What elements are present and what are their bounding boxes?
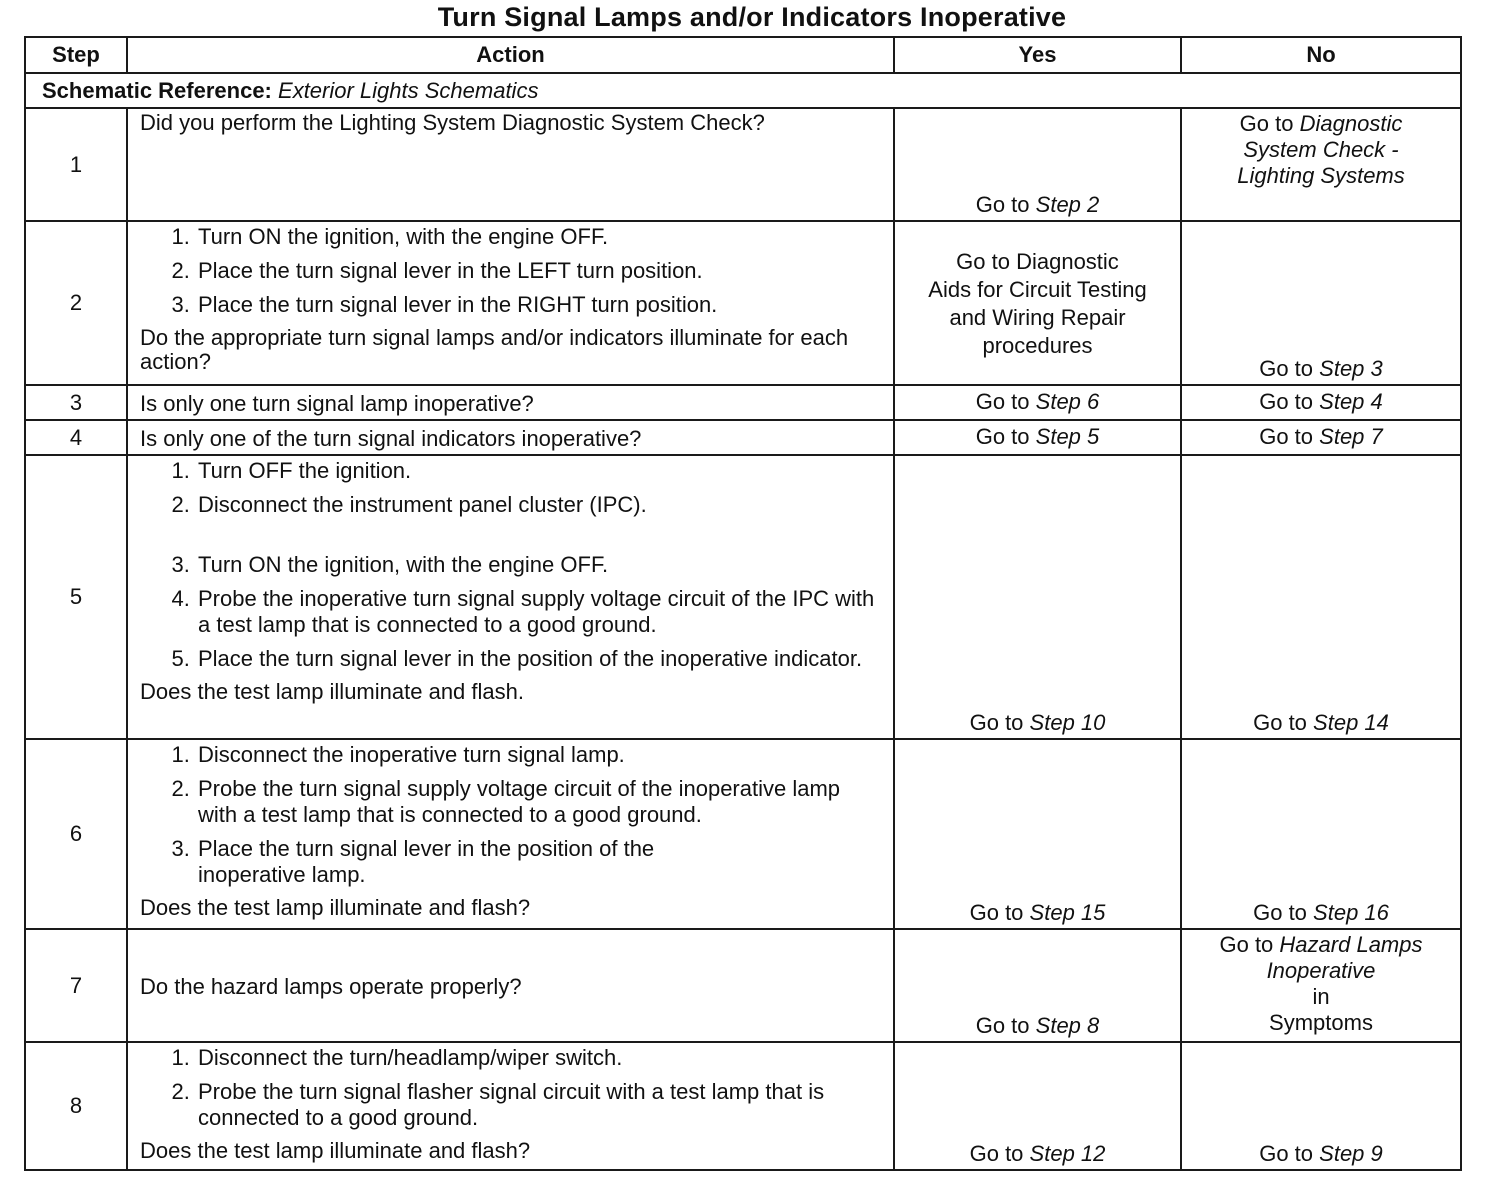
goto-text: Go to: [969, 710, 1024, 735]
action-step: 2. Place the turn signal lever in the LEFT turn position.: [196, 258, 881, 284]
goto-text: Go to: [975, 192, 1030, 217]
question: Does the test lamp illuminate and flash?: [140, 1138, 531, 1163]
action-step: 1. Disconnect the turn/headlamp/wiper switch.: [196, 1045, 881, 1071]
header-row: [25, 37, 1461, 73]
action-list: [140, 224, 881, 318]
step-number: 4: [25, 420, 127, 455]
action-cell: [127, 385, 894, 420]
no-link[interactable]: Step 7: [1319, 423, 1383, 449]
action-step: 2. Probe the turn signal flasher signal circuit with a test lamp that is connected to a good ground.: [196, 1079, 881, 1131]
yes-cell: [894, 108, 1181, 221]
yes-cell: [894, 455, 1181, 739]
yes-cell: [894, 929, 1181, 1042]
question: Do the hazard lamps operate properly?: [140, 973, 522, 999]
no-link[interactable]: Step 16: [1313, 900, 1389, 925]
action-step: 4. Probe the inoperative turn signal supply voltage circuit of the IPC with a test lamp that is connected to a good ground.: [196, 586, 881, 638]
yes-cell: [894, 221, 1181, 385]
table-row: [25, 1042, 1461, 1170]
question: Is only one turn signal lamp inoperative?: [140, 390, 534, 416]
no-cell: [1181, 385, 1461, 420]
schematic-reference: [25, 73, 1461, 108]
header-action: Action: [127, 37, 894, 73]
no-link[interactable]: System Check -: [1243, 137, 1399, 162]
action-step: 3. Turn ON the ignition, with the engine OFF.: [196, 552, 881, 578]
action-list: [140, 1045, 881, 1131]
no-tail-text[interactable]: Symptoms: [1269, 1010, 1373, 1035]
yes-text[interactable]: Go to Diagnostic: [956, 249, 1119, 274]
yes-cell: [894, 1042, 1181, 1170]
action-list: [140, 742, 881, 888]
action-cell: [127, 221, 894, 385]
step-number: 1: [25, 108, 127, 221]
yes-text[interactable]: and Wiring Repair: [949, 305, 1126, 330]
yes-text[interactable]: Aids for Circuit Testing: [928, 277, 1147, 302]
no-link[interactable]: Step 4: [1319, 388, 1383, 414]
question: Does the test lamp illuminate and flash.: [140, 679, 524, 704]
goto-text: Go to: [1259, 423, 1314, 449]
action-step: 1. Turn ON the ignition, with the engine OFF.: [196, 224, 881, 250]
table-row: [25, 455, 1461, 739]
no-cell: [1181, 420, 1461, 455]
action-step: 3. Place the turn signal lever in the position of the inoperative lamp.: [196, 836, 881, 888]
goto-text: Go to: [1259, 388, 1314, 414]
step-number: 6: [25, 739, 127, 929]
schematic-label: Schematic Reference:: [42, 77, 272, 103]
goto-text: Go to: [969, 1141, 1024, 1166]
table-row: [25, 108, 1461, 221]
diagnostic-table: [24, 36, 1462, 1171]
question: Does the test lamp illuminate and flash?: [140, 895, 531, 920]
table-row: [25, 739, 1461, 929]
no-cell: [1181, 1042, 1461, 1170]
step-number: 7: [25, 929, 127, 1042]
header-no: No: [1181, 37, 1461, 73]
goto-text: Go to: [969, 900, 1024, 925]
table-row: [25, 221, 1461, 385]
question: Is only one of the turn signal indicators inoperative?: [140, 425, 642, 451]
yes-link[interactable]: Step 5: [1035, 423, 1100, 449]
schematic-link[interactable]: Exterior Lights Schematics: [278, 77, 539, 103]
yes-link[interactable]: Step 10: [1029, 710, 1106, 735]
step-number: 5: [25, 455, 127, 739]
no-link[interactable]: Hazard Lamps: [1279, 932, 1423, 957]
no-link[interactable]: Step 3: [1319, 356, 1383, 381]
yes-cell: [894, 739, 1181, 929]
action-step: 1. Disconnect the inoperative turn signal lamp.: [196, 742, 881, 768]
no-cell: [1181, 108, 1461, 221]
step-number: 3: [25, 385, 127, 420]
yes-link[interactable]: Step 12: [1029, 1141, 1106, 1166]
action-step: 1. Turn OFF the ignition.: [196, 458, 881, 484]
goto-text: Go to: [1253, 710, 1307, 735]
action-cell: [127, 929, 894, 1042]
no-link[interactable]: Inoperative: [1266, 958, 1376, 983]
action-step: 5. Place the turn signal lever in the position of the inoperative indicator.: [196, 646, 881, 672]
action-cell: [127, 420, 894, 455]
goto-text: Go to: [1239, 111, 1294, 136]
no-link[interactable]: Diagnostic: [1299, 111, 1403, 136]
no-cell: [1181, 221, 1461, 385]
no-link[interactable]: Step 9: [1319, 1141, 1383, 1166]
no-cell: [1181, 739, 1461, 929]
goto-text: Go to: [1253, 900, 1307, 925]
action-step: 2. Disconnect the instrument panel cluster (IPC).: [196, 492, 881, 518]
goto-text: Go to: [1259, 1141, 1314, 1166]
action-cell: [127, 108, 894, 221]
yes-link[interactable]: Step 6: [1035, 388, 1100, 414]
table-row: [25, 385, 1461, 420]
action-cell: [127, 739, 894, 929]
action-list: [140, 458, 881, 672]
action-cell: [127, 455, 894, 739]
goto-text: Go to: [975, 1013, 1030, 1038]
no-cell: [1181, 455, 1461, 739]
action-cell: [127, 1042, 894, 1170]
no-link[interactable]: Lighting Systems: [1237, 163, 1405, 188]
action-step: 2. Probe the turn signal supply voltage circuit of the inoperative lamp with a test lamp that is connected to a good ground.: [196, 776, 881, 828]
yes-link[interactable]: Step 15: [1029, 900, 1106, 925]
no-link[interactable]: Step 14: [1313, 710, 1389, 735]
step-number: 2: [25, 221, 127, 385]
no-in-text: in: [1312, 984, 1330, 1009]
question: Do the appropriate turn signal lamps and/or indicators illuminate for each action?: [140, 325, 849, 374]
table-row: [25, 420, 1461, 455]
step-number: 8: [25, 1042, 127, 1170]
yes-text[interactable]: procedures: [982, 333, 1093, 358]
header-yes: Yes: [894, 37, 1181, 73]
yes-link[interactable]: Step 8: [1035, 1013, 1100, 1038]
question: Did you perform the Lighting System Diagnostic System Check?: [140, 110, 765, 135]
page-title: Turn Signal Lamps and/or Indicators Inoperative: [437, 2, 1067, 32]
goto-text: Go to: [975, 388, 1030, 414]
header-step: Step: [25, 37, 127, 73]
goto-text: Go to: [975, 423, 1030, 449]
yes-link[interactable]: Step 2: [1035, 192, 1100, 217]
goto-text: Go to: [1219, 932, 1274, 957]
action-step: 3. Place the turn signal lever in the RIGHT turn position.: [196, 292, 881, 318]
yes-cell: [894, 385, 1181, 420]
table-row: [25, 929, 1461, 1042]
goto-text: Go to: [1259, 356, 1314, 381]
yes-cell: [894, 420, 1181, 455]
no-cell: [1181, 929, 1461, 1042]
schematic-row: [25, 73, 1461, 108]
